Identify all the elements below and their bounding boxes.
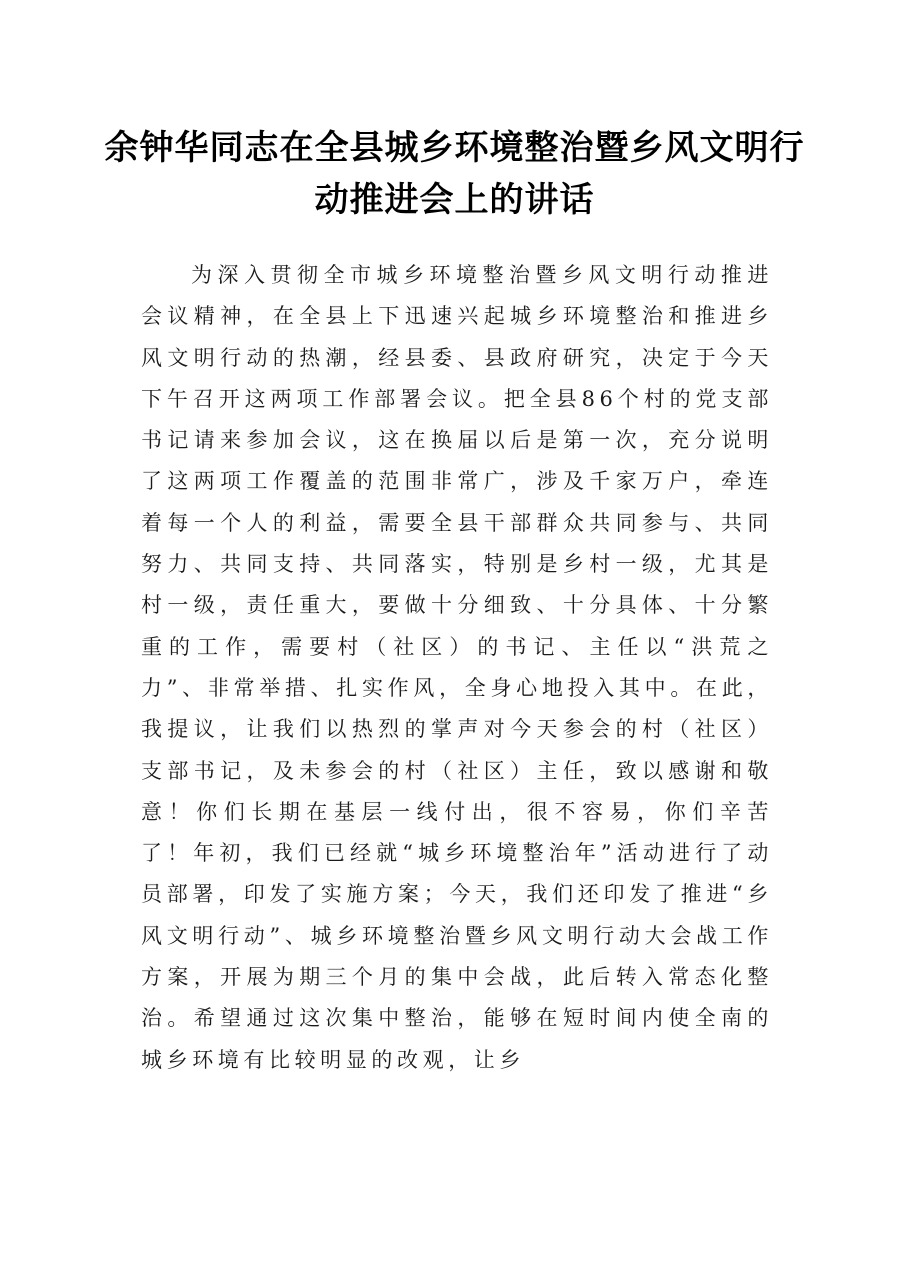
body-paragraph: 为深入贯彻全市城乡环境整治暨乡风文明行动推进会议精神，在全县上下迅速兴起城乡环境整治和推进乡风文明行动的热潮，经县委、县政府研究，决定于今天下午召开这两项工作部署会议。把全县86个村的党支部书记请来参加会议，这在换届以后是第一次，充分说明了这两项工作覆盖的范围非常广，涉及千家万户，牵连着每一个人的利益，需要全县干部群众共同参与、共同努力、共同支持、共同落实，特别是乡村一级，尤其是村一级，责任重大，要做十分细致、十分具体、十分繁重的工作，需要村（社区）的书记、主任以“洪荒之力”、非常举措、扎实作风，全身心地投入其中。在此，我提议，让我们以热烈的掌声对今天参会的村（社区）支部书记，及未参会的村（社区）主任，致以感谢和敬意！你们长期在基层一线付出，很不容易，你们辛苦了！年初，我们已经就“城乡环境整治年”活动进行了动员部署，印发了实施方案；今天，我们还印发了推进“乡风文明行动”、城乡环境整治暨乡风文明行动大会战工作方案，开展为期三个月的集中会战，此后转入常态化整治。希望通过这次集中整治，能够在短时间内使全南的城乡环境有比较明显的改观，让乡 — [141, 263, 773, 1072]
document-title: 余钟华同志在全县城乡环境整治暨乡风文明行动推进会上的讲话 — [104, 128, 805, 220]
